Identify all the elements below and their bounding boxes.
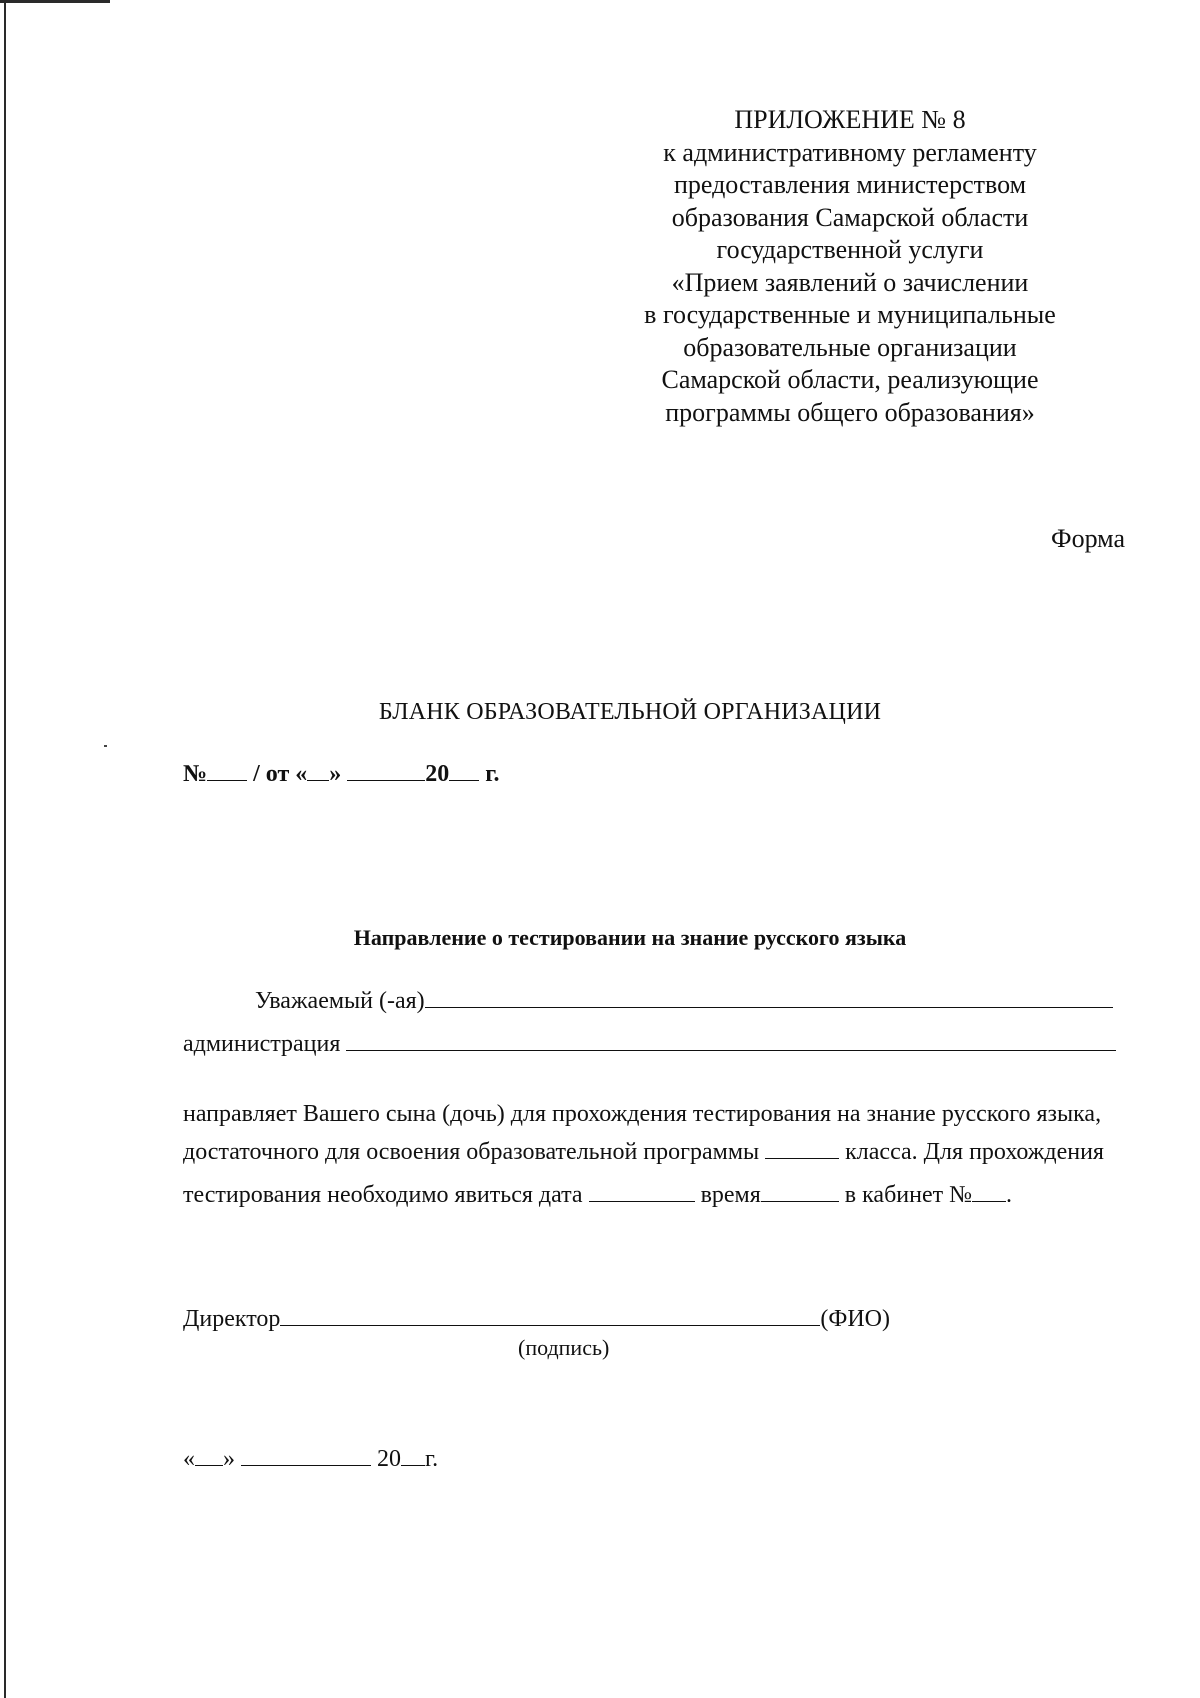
date-month-field[interactable] xyxy=(241,1445,371,1466)
close-quote: » xyxy=(329,761,342,787)
from-label: / от « xyxy=(253,761,308,787)
salutation-line xyxy=(255,987,1113,1015)
administration-field[interactable] xyxy=(346,1030,1116,1051)
body-line-2 xyxy=(183,1138,1104,1166)
test-date-field[interactable] xyxy=(589,1181,695,1202)
appendix-line: в государственные и муниципальные xyxy=(644,300,1056,329)
number-date-line xyxy=(183,760,499,788)
time-label: время xyxy=(700,1182,761,1208)
grade-field[interactable] xyxy=(765,1138,839,1159)
director-label: Директор xyxy=(183,1306,281,1332)
appendix-header xyxy=(600,104,1100,429)
document-title: Направление о тестировании на знание русского языка xyxy=(353,925,907,950)
year-prefix: 20 xyxy=(425,761,450,787)
month-field[interactable] xyxy=(347,760,425,781)
year-field[interactable] xyxy=(449,760,479,781)
appendix-line: ПРИЛОЖЕНИЕ № 8 xyxy=(734,105,966,134)
appendix-line: к административному регламенту xyxy=(663,137,1037,167)
date-year-prefix: 20 xyxy=(377,1446,401,1472)
period: . xyxy=(1006,1182,1012,1208)
number-field[interactable] xyxy=(207,760,247,781)
blank-title: БЛАНК ОБРАЗОВАТЕЛЬНОЙ ОРГАНИЗАЦИИ xyxy=(378,699,882,725)
scan-edge-left xyxy=(4,0,6,1698)
appendix-line: предоставления министерством xyxy=(673,170,1027,199)
room-number-field[interactable] xyxy=(972,1181,1006,1202)
signature-line xyxy=(183,1305,890,1333)
date-day-field[interactable] xyxy=(195,1445,223,1466)
recipient-field[interactable] xyxy=(425,987,1113,1008)
appendix-line: программы общего образования» xyxy=(665,397,1035,427)
test-time-field[interactable] xyxy=(761,1181,839,1202)
date-close-quote: » xyxy=(223,1446,235,1472)
body-line-2-end: класса. Для прохождения xyxy=(845,1139,1104,1165)
date-year-field[interactable] xyxy=(401,1445,425,1466)
scan-edge-top xyxy=(0,0,110,3)
administration-label: администрация xyxy=(183,1031,341,1057)
fio-label: (ФИО) xyxy=(820,1306,890,1332)
body-line-1: направляет Вашего сына (дочь) для прохождения тестирования на знание русского языка, xyxy=(183,1101,1102,1127)
appendix-line: государственной услуги xyxy=(716,235,984,264)
date-open-quote: « xyxy=(183,1446,195,1472)
body-line-3 xyxy=(183,1181,1012,1209)
appendix-line: образования Самарской области xyxy=(671,202,1029,232)
appendix-line: образовательные организации xyxy=(683,332,1017,362)
body-line-2-start: достаточного для освоения образовательной программы xyxy=(183,1139,760,1165)
number-sign: № xyxy=(183,761,208,787)
year-suffix: г. xyxy=(485,761,500,787)
appendix-line: «Прием заявлений о зачислении xyxy=(671,267,1029,297)
day-field[interactable] xyxy=(307,760,329,781)
signature-caption: (подпись) xyxy=(518,1335,610,1360)
room-label: в кабинет № xyxy=(844,1182,972,1208)
form-label: Форма xyxy=(1051,524,1125,553)
scan-speck xyxy=(104,745,107,747)
body-line-3-start: тестирования необходимо явиться дата xyxy=(183,1182,583,1208)
date-line xyxy=(183,1445,438,1473)
administration-line xyxy=(183,1030,1116,1058)
signature-field[interactable] xyxy=(280,1305,820,1326)
date-year-suffix: г. xyxy=(425,1446,439,1472)
salutation-label: Уважаемый (-ая) xyxy=(255,988,425,1014)
appendix-line: Самарской области, реализующие xyxy=(661,365,1039,394)
